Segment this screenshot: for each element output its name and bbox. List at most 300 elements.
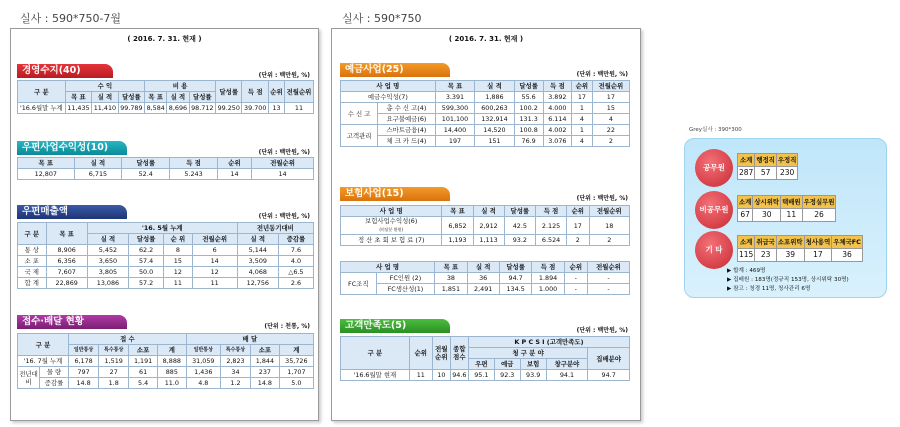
table-cell: 3.076 — [543, 136, 572, 147]
table-cell: 99.250 — [216, 103, 242, 114]
table-cell: 237 — [251, 367, 280, 378]
table-cell: 우편 — [468, 359, 494, 370]
table-cell: 보험 — [520, 359, 546, 370]
table-cell: 197 — [435, 136, 474, 147]
table-cell: 보험사업수익성(6) (미달분 환원) — [341, 217, 442, 235]
table-cell: 5.243 — [170, 169, 218, 180]
table-cell: 15 — [592, 103, 629, 114]
cs-table — [340, 336, 630, 381]
table-cell: 7.6 — [278, 245, 313, 256]
table-cell: 1.894 — [532, 273, 564, 284]
table-cell: 순위 — [268, 81, 284, 103]
table-cell: 일반통상 — [186, 345, 220, 356]
table-row — [341, 235, 630, 246]
group-label-3: 기 타 — [695, 231, 733, 269]
table-cell: 목 표 — [435, 81, 474, 92]
table-cell: 합 계 — [18, 278, 47, 289]
table-cell: 4,068 — [237, 267, 278, 278]
table-cell: '16. 5월 누계 — [87, 223, 237, 234]
table-cell: 창구분야 — [546, 359, 588, 370]
staff-table-3 — [737, 235, 863, 262]
table-cell: 8 — [164, 245, 193, 256]
table-cell: 소계 — [738, 154, 755, 167]
table-cell: 599,300 — [435, 103, 474, 114]
table-cell: 득 점 — [543, 81, 572, 92]
table-cell: 3,509 — [237, 256, 278, 267]
table-cell: 6 — [192, 245, 237, 256]
table-row — [18, 378, 314, 389]
table-row — [341, 125, 630, 136]
courier-table — [17, 157, 314, 180]
table-cell: 8,584 — [146, 104, 165, 112]
table-row — [341, 206, 630, 217]
table-cell: 비 용 — [145, 81, 216, 92]
table-cell: 101,100 — [435, 114, 474, 125]
table-row — [18, 256, 314, 267]
middle-caption: 실사 : 590*750 — [342, 12, 422, 25]
deposit-unit: (단위 : 백만원, %) — [576, 71, 628, 78]
table-cell: 42.5 — [504, 217, 535, 235]
table-cell: 67 — [738, 209, 753, 222]
table-row — [18, 103, 314, 114]
table-cell: 전월순위 — [592, 81, 629, 92]
table-cell: 38 — [435, 273, 467, 284]
table-row — [738, 249, 863, 262]
table-cell: 전월순위 — [589, 206, 630, 217]
table-cell: 목 표 — [145, 92, 167, 103]
table-cell: 61 — [129, 367, 158, 378]
table-cell: 99.789 — [118, 103, 144, 114]
table-cell: 우체국FC — [832, 236, 863, 249]
table-row — [341, 136, 630, 147]
table-cell: 득 점 — [532, 262, 564, 273]
table-cell: 11 — [409, 370, 432, 381]
table-cell: 2.125 — [536, 217, 567, 235]
table-cell: 36 — [467, 273, 499, 284]
table-cell: 총 수 신 고(4) — [378, 103, 436, 114]
table-cell: 2 — [589, 235, 630, 246]
staff-table-2 — [737, 195, 836, 222]
table-cell: 구 분 — [341, 337, 410, 370]
table-cell: 57.4 — [129, 256, 164, 267]
table-cell: 실 적 — [467, 262, 499, 273]
table-cell: 93.9 — [520, 370, 546, 381]
table-cell: 17 — [567, 217, 589, 235]
table-cell: 순위 — [409, 337, 432, 370]
table-cell: 순 위 — [164, 234, 193, 245]
table-cell: 예금 — [494, 359, 520, 370]
fc-table — [340, 261, 630, 295]
table-row — [738, 154, 798, 167]
table-cell: 6,852 — [442, 217, 473, 235]
sales-unit: (단위 : 백만원, %) — [258, 213, 310, 220]
table-cell: 5,452 — [87, 245, 128, 256]
table-cell: 230 — [776, 167, 798, 180]
table-cell: 11 — [192, 278, 237, 289]
table-cell: 1 — [572, 125, 593, 136]
table-cell: 55.6 — [514, 92, 543, 103]
table-cell: 우정실무원 — [802, 196, 836, 209]
table-row — [738, 236, 863, 249]
table-cell: 청 구 분 야 — [468, 348, 587, 359]
table-cell: 11,435 — [65, 103, 91, 114]
table-cell: 달성률 — [499, 262, 532, 273]
table-cell: 종합점수 — [450, 337, 468, 370]
table-cell: 예금수익성(7) — [341, 92, 436, 103]
table-row — [18, 334, 314, 345]
table-cell: 26 — [802, 209, 836, 222]
table-cell: 797 — [69, 367, 99, 378]
table-cell: '16.6월말 누계 — [18, 103, 66, 114]
left-caption: 실사 : 590*750-7월 — [20, 12, 122, 25]
table-cell: 5,144 — [237, 245, 278, 256]
mgmt-table — [17, 80, 314, 114]
table-cell: '16. 7월 누계 — [18, 356, 69, 367]
table-cell: 1,191 — [129, 356, 158, 367]
cs-header: 고객만족도(5) — [340, 319, 450, 333]
table-cell: 39 — [776, 249, 804, 262]
sales-table — [17, 222, 314, 289]
table-cell: 달성률 — [129, 234, 164, 245]
table-row — [18, 158, 314, 169]
table-cell: 체 크 카 드(4) — [378, 136, 436, 147]
table-cell: 통 상 — [18, 245, 47, 256]
table-cell: 소포 — [251, 345, 280, 356]
table-cell: 사 업 명 — [341, 262, 435, 273]
table-cell: 12 — [192, 267, 237, 278]
table-cell: 22,869 — [46, 278, 87, 289]
table-cell: 청사용역 — [804, 236, 832, 249]
table-cell: 순위 — [564, 262, 587, 273]
table-row — [18, 367, 314, 378]
table-cell: 요구불예금(6) — [378, 114, 436, 125]
table-cell: 집배분야 — [588, 348, 630, 370]
table-cell: 2.6 — [278, 278, 313, 289]
table-cell: 22 — [592, 125, 629, 136]
table-cell: 실 적 — [237, 234, 278, 245]
deposit-table — [340, 80, 630, 147]
table-cell: 실 적 — [92, 92, 118, 103]
table-cell: 94.6 — [452, 371, 467, 379]
table-cell: 14,400 — [435, 125, 474, 136]
table-cell: 달성률 — [118, 92, 144, 103]
table-cell: 5.0 — [279, 378, 313, 389]
table-cell: 4.000 — [543, 103, 572, 114]
group-label-1: 공무원 — [695, 149, 733, 187]
table-row — [341, 284, 630, 295]
table-cell: 1,519 — [99, 356, 129, 367]
table-cell: 34 — [220, 367, 250, 378]
table-cell: 134.5 — [499, 284, 532, 295]
table-cell: 접 수 — [69, 334, 187, 345]
table-cell: 계 — [279, 345, 313, 356]
date-label: ( 2016. 7. 31. 현재 ) — [127, 35, 202, 43]
table-cell: 14,520 — [475, 125, 514, 136]
table-cell: 목 표 — [442, 206, 473, 217]
table-cell: 상시위탁 — [753, 196, 781, 209]
table-cell: FC생산성(1) — [376, 284, 435, 295]
note-carrier: ▶ 집배원 : 183명(정규직 153명, 상시위탁 30명) — [727, 277, 849, 283]
table-cell: 100.8 — [514, 125, 543, 136]
table-cell: 131.3 — [514, 114, 543, 125]
note-ref: ▶ 참고 : 청경 11명, 청사관리 6명 — [727, 286, 811, 292]
table-row — [18, 245, 314, 256]
table-cell: 8,696 — [168, 104, 188, 112]
table-cell: 17 — [804, 249, 832, 262]
right-caption: Grey실사 : 390*300 — [689, 127, 742, 133]
table-cell: 1.000 — [532, 284, 564, 295]
table-cell: 우정직 — [776, 154, 798, 167]
table-cell: 수 익 — [65, 81, 144, 92]
table-row — [18, 223, 314, 234]
table-cell: 2,823 — [220, 356, 250, 367]
mgmt-unit: (단위 : 백만원, %) — [258, 72, 310, 79]
table-cell: 달성률 — [216, 81, 242, 103]
table-cell: 8,906 — [46, 245, 87, 256]
table-cell: 3.391 — [435, 92, 474, 103]
table-cell: 94.7 — [588, 370, 630, 381]
table-row — [341, 114, 630, 125]
table-cell: 1,436 — [186, 367, 220, 378]
table-cell: 50.0 — [129, 267, 164, 278]
table-cell: 14 — [192, 256, 237, 267]
table-cell: 실 적 — [87, 234, 128, 245]
table-cell: 달성률 — [189, 92, 215, 103]
table-cell: 14.8 — [251, 378, 280, 389]
table-cell: - — [564, 284, 587, 295]
table-cell: 소계 — [738, 236, 755, 249]
table-cell: 10 — [432, 370, 450, 381]
table-cell: 달성률 — [504, 206, 535, 217]
table-cell: K P C S I (고객만족도) — [468, 337, 629, 348]
table-cell: 순위 — [572, 81, 593, 92]
table-cell: 92.3 — [494, 370, 520, 381]
table-cell: 11 — [284, 103, 313, 114]
table-cell: 12,756 — [237, 278, 278, 289]
table-cell: '16.6월말 현재 — [341, 370, 410, 381]
table-cell: 98.712 — [189, 103, 215, 114]
acc-table — [17, 333, 314, 389]
note-total: ▶ 합계 : 469명 — [727, 268, 766, 274]
table-cell: 11 — [781, 209, 803, 222]
insurance-unit: (단위 : 백만원, %) — [576, 195, 628, 202]
table-cell: 계 — [157, 345, 186, 356]
table-row — [18, 278, 314, 289]
table-cell: 39.700 — [242, 103, 268, 114]
table-cell: 목 표 — [435, 262, 467, 273]
table-cell: 115 — [738, 249, 755, 262]
table-cell: 1.8 — [99, 378, 129, 389]
insurance-header: 보험사업(15) — [340, 187, 450, 201]
table-cell: 득 점 — [242, 81, 268, 103]
table-cell: 11.0 — [157, 378, 186, 389]
table-cell: 151 — [475, 136, 514, 147]
table-cell: 11,410 — [92, 103, 118, 114]
table-cell: 13,086 — [87, 278, 128, 289]
table-cell: 35,726 — [279, 356, 313, 367]
table-cell: 목 표 — [46, 223, 87, 245]
table-cell: 4.0 — [278, 256, 313, 267]
table-cell: 전월순위 — [587, 262, 629, 273]
table-cell: 100.2 — [514, 103, 543, 114]
table-cell: 사 업 명 — [341, 206, 442, 217]
table-cell: 14.8 — [69, 378, 99, 389]
table-cell: 실 적 — [167, 92, 189, 103]
courier-unit: (단위 : 백만원, %) — [258, 149, 310, 156]
table-row — [341, 337, 630, 348]
table-cell: 23 — [755, 249, 777, 262]
acc-unit: (단위 : 천통, %) — [264, 323, 310, 330]
table-cell: △6.5 — [278, 267, 313, 278]
table-cell: 구 분 — [18, 223, 47, 245]
table-cell: 6,356 — [46, 256, 87, 267]
mgmt-header: 경영수지(40) — [17, 64, 113, 78]
table-cell: 17 — [592, 92, 629, 103]
table-cell: - — [564, 273, 587, 284]
table-cell: 실 적 — [473, 206, 504, 217]
table-cell: 실 적 — [74, 158, 122, 169]
table-cell: 1,851 — [435, 284, 467, 295]
table-cell: 95.1 — [468, 370, 494, 381]
table-cell: 76.9 — [514, 136, 543, 147]
table-cell: 1,844 — [251, 356, 280, 367]
middle-sheet — [331, 28, 641, 421]
table-cell: 14 — [217, 169, 251, 180]
table-cell: 구 분 — [18, 334, 69, 356]
table-cell: 6,178 — [69, 356, 99, 367]
table-cell: 4 — [572, 114, 593, 125]
courier-header: 우편사업수익성(10) — [17, 141, 127, 155]
staff-panel — [684, 138, 887, 298]
table-cell: 일반통상 — [69, 345, 99, 356]
table-cell: 득 점 — [170, 158, 218, 169]
staff-table-1 — [737, 153, 798, 180]
table-cell: 885 — [157, 367, 186, 378]
table-cell: 소포위탁 — [776, 236, 804, 249]
table-cell: 1,707 — [279, 367, 313, 378]
table-cell: 목 표 — [18, 158, 75, 169]
table-cell: 1,113 — [473, 235, 504, 246]
table-cell: 4 — [572, 136, 593, 147]
table-cell: 7,607 — [46, 267, 87, 278]
table-cell: 사 업 명 — [341, 81, 436, 92]
table-cell: 전월순위 — [284, 81, 313, 103]
table-cell: FC인원 (2) — [376, 273, 435, 284]
table-cell: 36 — [832, 249, 863, 262]
table-row — [738, 209, 836, 222]
table-cell: 93.2 — [504, 235, 535, 246]
table-row — [341, 103, 630, 114]
table-cell: 전년동기대비 — [237, 223, 313, 234]
table-cell: 12 — [164, 267, 193, 278]
table-cell: 2,912 — [473, 217, 504, 235]
table-cell: 국 제 — [18, 267, 47, 278]
table-cell: 17 — [572, 92, 593, 103]
table-cell: 30 — [753, 209, 781, 222]
table-cell: 94.7 — [499, 273, 532, 284]
table-cell: 증감률 — [40, 378, 69, 389]
table-cell: 1 — [572, 103, 593, 114]
table-cell: - — [587, 284, 629, 295]
table-cell: - — [587, 273, 629, 284]
table-row — [341, 273, 630, 284]
table-cell: 정 산 초 회 보 험 료 (7) — [341, 235, 442, 246]
left-sheet — [10, 28, 319, 421]
table-cell: 스마트금융(4) — [378, 125, 436, 136]
table-cell: 2,491 — [467, 284, 499, 295]
table-cell: 전월순위 — [252, 158, 314, 169]
table-cell: 12,807 — [18, 169, 75, 180]
table-cell: 11 — [164, 278, 193, 289]
table-cell: 287 — [738, 167, 755, 180]
table-cell: 특수통상 — [220, 345, 250, 356]
table-cell: 600,263 — [475, 103, 514, 114]
table-cell: 취급국 — [755, 236, 777, 249]
table-cell: 18 — [589, 217, 630, 235]
table-cell: 구 분 — [18, 81, 66, 103]
table-row — [18, 267, 314, 278]
table-cell: 물 량 — [40, 367, 69, 378]
table-row — [341, 81, 630, 92]
table-cell: 52.4 — [122, 169, 170, 180]
table-cell: FC조직 — [341, 273, 377, 295]
table-cell: 4 — [592, 114, 629, 125]
table-row — [341, 370, 630, 381]
table-cell: 소 포 — [18, 256, 47, 267]
table-cell: 3,650 — [87, 256, 128, 267]
table-row — [18, 169, 314, 180]
table-cell: 목 표 — [65, 92, 91, 103]
table-cell: 2 — [567, 235, 589, 246]
table-cell: 1,193 — [442, 235, 473, 246]
deposit-header: 예금사업(25) — [340, 63, 450, 77]
table-cell: 3,805 — [87, 267, 128, 278]
table-cell: 6.114 — [543, 114, 572, 125]
table-cell: 실 적 — [475, 81, 514, 92]
table-cell: 62.2 — [129, 245, 164, 256]
table-cell: 132,914 — [475, 114, 514, 125]
table-cell: 57 — [755, 167, 777, 180]
table-cell: 득 점 — [536, 206, 567, 217]
table-cell: 5.4 — [129, 378, 158, 389]
table-cell: 1,886 — [475, 92, 514, 103]
table-row — [341, 92, 630, 103]
table-cell: 6,715 — [74, 169, 122, 180]
table-cell: 배 달 — [186, 334, 313, 345]
table-cell: 소포 — [129, 345, 158, 356]
table-cell: 전년대비 — [18, 367, 40, 389]
table-cell: 달성률 — [122, 158, 170, 169]
table-cell: 31,059 — [186, 356, 220, 367]
table-row — [738, 167, 798, 180]
table-cell: 14 — [252, 169, 314, 180]
acc-header: 접수·배달 현황 — [17, 315, 127, 329]
table-cell: 소계 — [738, 196, 753, 209]
table-cell: 94.1 — [546, 370, 588, 381]
cs-unit: (단위 : 백만원, %) — [576, 327, 628, 334]
table-cell: 전월순위 — [432, 337, 450, 370]
group-label-2: 비공무원 — [695, 191, 733, 229]
table-cell: 증감률 — [278, 234, 313, 245]
table-row — [18, 356, 314, 367]
table-cell: 2 — [592, 136, 629, 147]
table-cell: 수 신 고 — [341, 103, 378, 125]
table-cell: 27 — [99, 367, 129, 378]
table-cell: 15 — [164, 256, 193, 267]
table-cell: 달성률 — [514, 81, 543, 92]
table-cell: 3.892 — [543, 92, 572, 103]
table-cell: 행정직 — [755, 154, 777, 167]
